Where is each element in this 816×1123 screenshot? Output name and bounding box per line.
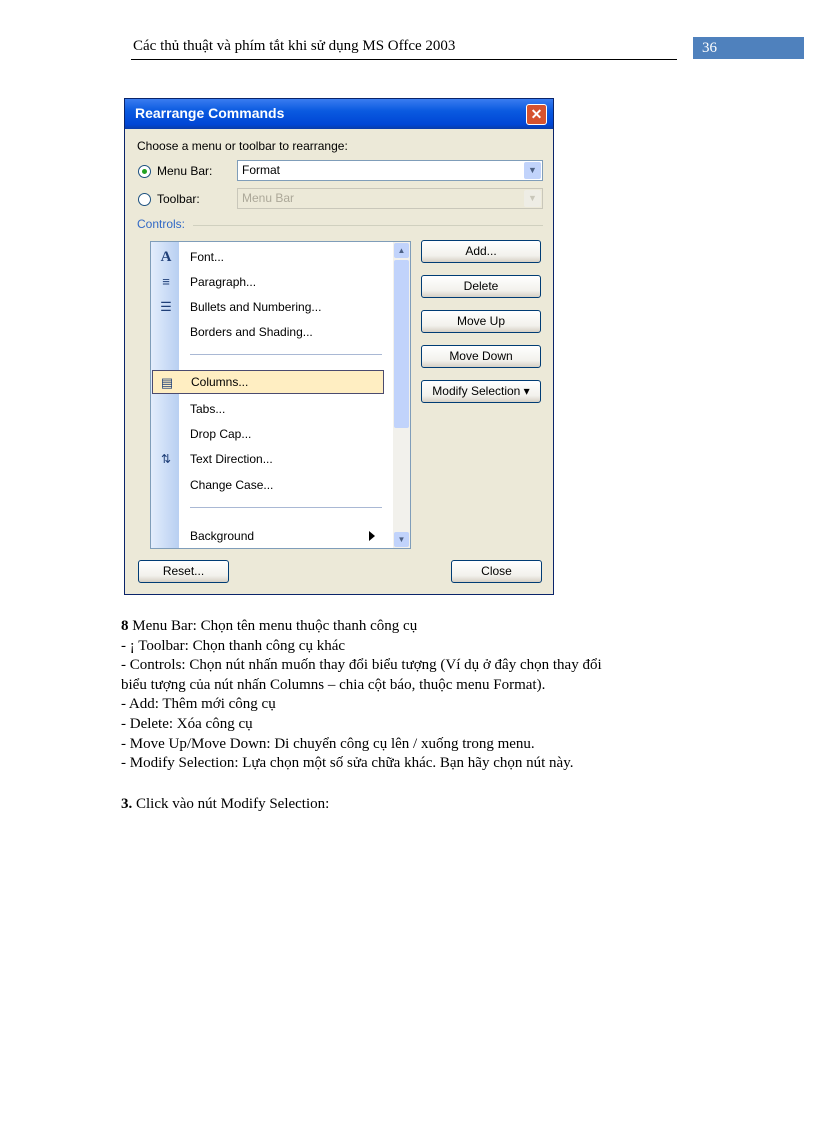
list-item-bullets[interactable]: ☰ Bullets and Numbering... [151, 295, 385, 319]
header-rule [131, 59, 677, 60]
move-down-button[interactable]: Move Down [421, 345, 541, 368]
step-3-line: 3. Click vào nút Modify Selection: [121, 796, 330, 812]
list-item-tabs[interactable]: Tabs... [190, 402, 226, 416]
toolbar-label: Toolbar: [157, 192, 200, 206]
scroll-thumb[interactable] [394, 260, 409, 428]
controls-divider [193, 225, 543, 226]
list-item-text-direction[interactable]: ⇅ Text Direction... [151, 447, 385, 471]
body-line-3: - Controls: Chọn nút nhấn muốn thay đổi biểu tượng (Ví dụ ở đây chọn thay đổi [121, 657, 602, 673]
add-button[interactable]: Add... [421, 240, 541, 263]
rearrange-commands-dialog [124, 98, 554, 595]
choose-prompt: Choose a menu or toolbar to rearrange: [137, 139, 348, 153]
page-number-badge: 36 [693, 37, 804, 59]
scroll-up-icon[interactable]: ▲ [394, 243, 409, 258]
page-header-title: Các thủ thuật và phím tắt khi sử dụng MS Offce 2003 [133, 38, 456, 54]
body-line-8: - Modify Selection: Lựa chọn một số sửa chữa khác. Bạn hãy chọn nút này. [121, 755, 574, 771]
list-item-drop-cap[interactable]: Drop Cap... [190, 427, 252, 441]
close-button[interactable]: Close [451, 560, 542, 583]
list-item-columns[interactable]: ▤ Columns... [152, 370, 384, 394]
body-line-7: - Move Up/Move Down: Di chuyển công cụ lên / xuống trong menu. [121, 736, 535, 752]
paragraph-icon: ≡ [162, 274, 170, 289]
menu-bar-select[interactable] [237, 160, 543, 181]
list-item-borders[interactable]: Borders and Shading... [190, 325, 313, 339]
list-item-background[interactable]: Background [151, 524, 385, 548]
reset-button[interactable]: Reset... [138, 560, 229, 583]
dialog-titlebar[interactable] [125, 99, 553, 129]
vertical-scrollbar[interactable] [393, 242, 410, 548]
chevron-down-icon[interactable]: ▼ [524, 162, 541, 179]
menu-bar-value: Format [242, 163, 281, 177]
body-line-5: - Add: Thêm mới công cụ [121, 696, 276, 712]
menu-bar-label: Menu Bar: [157, 164, 213, 178]
modify-selection-button[interactable]: Modify Selection ▾ [421, 380, 541, 403]
menu-bar-radio[interactable] [138, 165, 151, 178]
font-icon: A [160, 249, 172, 265]
delete-button[interactable]: Delete [421, 275, 541, 298]
controls-list[interactable] [150, 241, 411, 549]
move-up-button[interactable]: Move Up [421, 310, 541, 333]
controls-label: Controls: [137, 217, 186, 231]
submenu-arrow-icon [369, 531, 375, 541]
columns-icon: ▤ [160, 375, 174, 390]
body-line-1: 8 Menu Bar: Chọn tên menu thuộc thanh công cụ [121, 618, 418, 634]
menu-separator [190, 354, 382, 355]
toolbar-radio[interactable] [138, 193, 151, 206]
toolbar-value: Menu Bar [242, 191, 295, 205]
close-icon[interactable]: ✕ [526, 104, 547, 125]
bullets-icon: ☰ [160, 299, 172, 314]
scroll-down-icon[interactable]: ▼ [394, 532, 409, 547]
body-line-2: - ¡ Toolbar: Chọn thanh công cụ khác [121, 638, 346, 654]
list-item-change-case[interactable]: Change Case... [190, 478, 274, 492]
body-line-4: biểu tượng của nút nhấn Columns – chia cột báo, thuộc menu Format). [121, 677, 546, 693]
dialog-title: Rearrange Commands [135, 105, 285, 121]
menu-separator [190, 507, 382, 508]
text-direction-icon: ⇅ [160, 452, 172, 466]
body-line-6: - Delete: Xóa công cụ [121, 716, 253, 732]
chevron-down-icon: ▼ [524, 190, 541, 207]
toolbar-select[interactable] [237, 188, 543, 209]
list-item-font[interactable]: A Font... [151, 245, 385, 269]
list-item-paragraph[interactable]: ≡ Paragraph... [151, 270, 385, 294]
